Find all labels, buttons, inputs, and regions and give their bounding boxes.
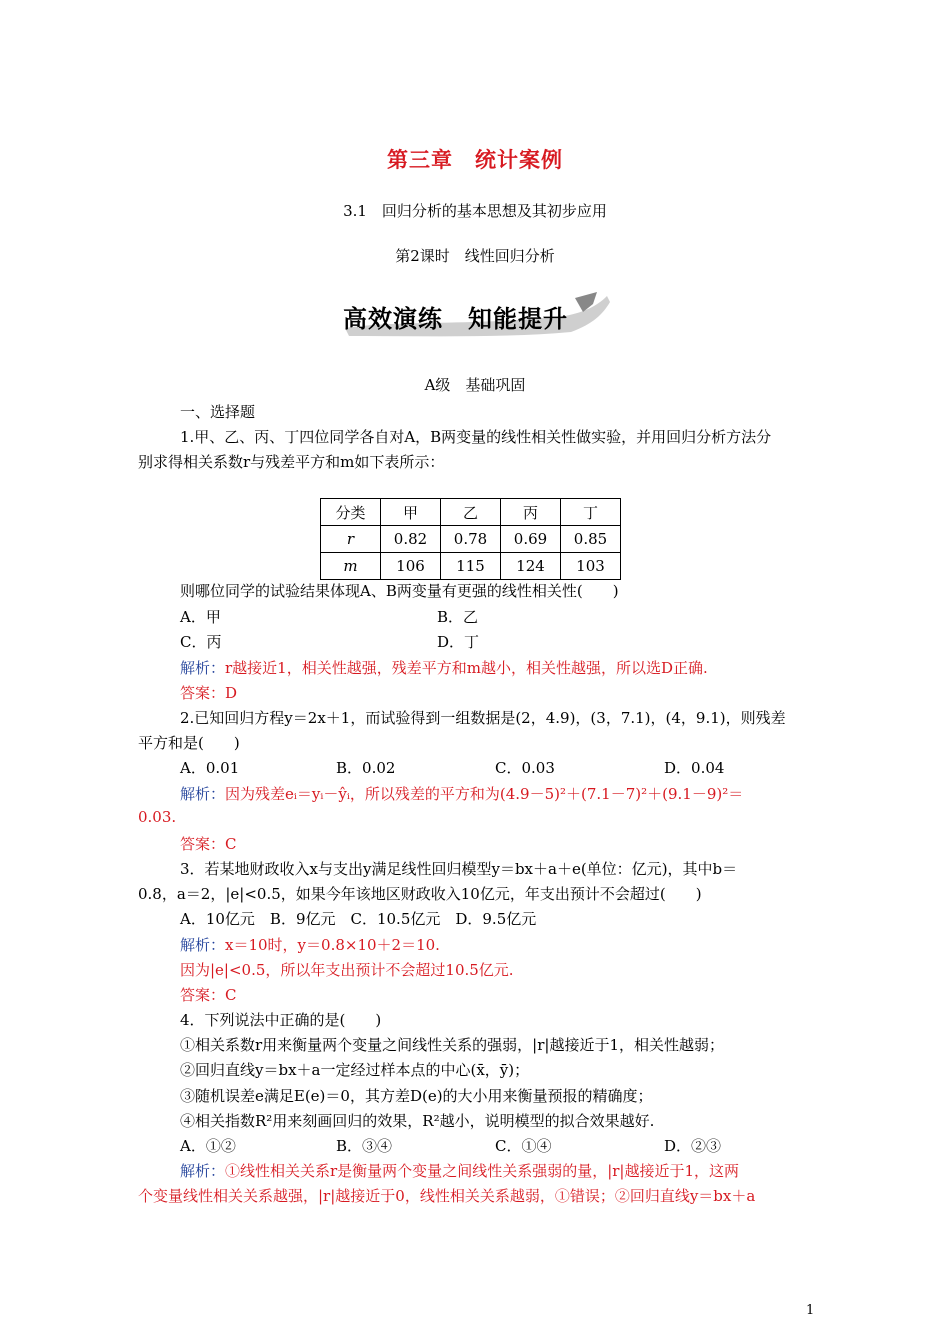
q4-statement-2: ②回归直线y＝bx＋a一定经过样本点的中心(x̄，ȳ)；: [180, 1061, 530, 1079]
analysis-text: 因为残差eᵢ＝yᵢ－ŷᵢ，所以残差的平方和为(4.9－5)²＋(7.1－7)²＋(9.1－9)²＝: [225, 785, 744, 803]
table-cell: 丁: [561, 499, 621, 526]
q1-option-b: B．乙: [437, 608, 479, 626]
q4-statement-3: ③随机误差e满足E(e)＝0，其方差D(e)的大小用来衡量预报的精确度；: [180, 1087, 653, 1105]
q4-analysis: [180, 1160, 739, 1181]
analysis-text: r越接近1，相关性越强，残差平方和m越小，相关性越强，所以选D正确.: [225, 659, 708, 677]
q2-analysis: [180, 783, 743, 804]
table-row: [321, 553, 621, 580]
q4-option-c: C．①④: [495, 1137, 552, 1155]
q2-option-c: C．0.03: [495, 759, 555, 777]
table-cell: r: [321, 526, 381, 553]
q1-line1: 1.甲、乙、丙、丁四位同学各自对A，B两变量的线性相关性做实验，并用回归分析方法分: [180, 428, 772, 446]
q1-analysis: [180, 657, 708, 678]
lesson-title: 第2课时 线性回归分析: [395, 247, 555, 265]
q1-line2: 别求得相关系数r与残差平方和m如下表所示：: [138, 453, 445, 471]
q2-analysis-cont: 0.03.: [138, 808, 177, 826]
table-cell: 乙: [441, 499, 501, 526]
q4-line1: 4．下列说法中正确的是( ): [180, 1011, 382, 1029]
banner: [335, 290, 615, 340]
analysis-label: 解析：: [180, 659, 226, 677]
table-row: [321, 499, 621, 526]
part-title: 一、选择题: [180, 403, 256, 421]
q2-line2: 平方和是( ): [138, 734, 240, 752]
q4-statement-1: ①相关系数r用来衡量两个变量之间线性关系的强弱，|r|越接近于1，相关性越弱；: [180, 1036, 724, 1054]
table-cell: 124: [501, 553, 561, 580]
q3-answer: 答案：C: [180, 986, 237, 1004]
q3-analysis: [180, 934, 440, 955]
banner-text: 高效演练 知能提升: [343, 305, 568, 333]
q2-option-b: B．0.02: [336, 759, 396, 777]
table-cell: 0.85: [561, 526, 621, 553]
q4-statement-4: ④相关指数R²用来刻画回归的效果，R²越小，说明模型的拟合效果越好.: [180, 1112, 655, 1130]
q1-answer: 答案：D: [180, 684, 238, 702]
q4-option-b: B．③④: [336, 1137, 393, 1155]
table-cell: 115: [441, 553, 501, 580]
q1-option-d: D．丁: [437, 633, 480, 651]
table-cell: 0.82: [381, 526, 441, 553]
data-table: [320, 498, 621, 580]
analysis-label: 解析：: [180, 785, 226, 803]
q3-line2: 0.8，a＝2，|e|<0.5，如果今年该地区财政收入10亿元，年支出预计不会超过( ): [138, 885, 702, 903]
q2-line1: 2.已知回归方程y＝2x＋1，而试验得到一组数据是(2，4.9)，(3，7.1)，(4，9.1)，则残差: [180, 709, 786, 727]
table-cell: 103: [561, 553, 621, 580]
table-row: [321, 526, 621, 553]
page-number: 1: [806, 1303, 815, 1318]
table-cell: 甲: [381, 499, 441, 526]
q1-option-a: A．甲: [180, 608, 221, 626]
q3-line1: 3．若某地财政收入x与支出y满足线性回归模型y＝bx＋a＋e(单位：亿元)，其中b＝: [180, 860, 738, 878]
table-cell: 0.69: [501, 526, 561, 553]
analysis-label: 解析：: [180, 1162, 226, 1180]
q3-analysis-cont: 因为|e|<0.5，所以年支出预计不会超过10.5亿元.: [180, 961, 514, 979]
level-title: A级 基础巩固: [424, 376, 526, 394]
table-cell: 丙: [501, 499, 561, 526]
q2-option-d: D．0.04: [664, 759, 725, 777]
q4-option-a: A．①②: [180, 1137, 236, 1155]
q4-option-d: D．②③: [664, 1137, 722, 1155]
q2-answer: 答案：C: [180, 835, 237, 853]
chapter-title: 第三章 统计案例: [387, 148, 563, 172]
q1-stem: 则哪位同学的试验结果体现A、B两变量有更强的线性相关性( ): [180, 582, 619, 600]
analysis-text: ①线性相关关系r是衡量两个变量之间线性关系强弱的量，|r|越接近于1，这两: [225, 1162, 740, 1180]
q1-option-c: C．丙: [180, 633, 222, 651]
q2-option-a: A．0.01: [180, 759, 240, 777]
analysis-text: x＝10时，y＝0.8×10＋2＝10.: [225, 936, 440, 954]
analysis-label: 解析：: [180, 936, 226, 954]
table-cell: 106: [381, 553, 441, 580]
table-cell: 0.78: [441, 526, 501, 553]
q4-analysis-cont: 个变量线性相关关系越强，|r|越接近于0，线性相关关系越弱，①错误；②回归直线y＝bx＋a: [138, 1187, 756, 1205]
table-cell: m: [321, 553, 381, 580]
section-title: 3.1 回归分析的基本思想及其初步应用: [343, 202, 607, 220]
table-cell: 分类: [321, 499, 381, 526]
q3-options: A．10亿元 B．9亿元 C．10.5亿元 D．9.5亿元: [180, 910, 537, 928]
